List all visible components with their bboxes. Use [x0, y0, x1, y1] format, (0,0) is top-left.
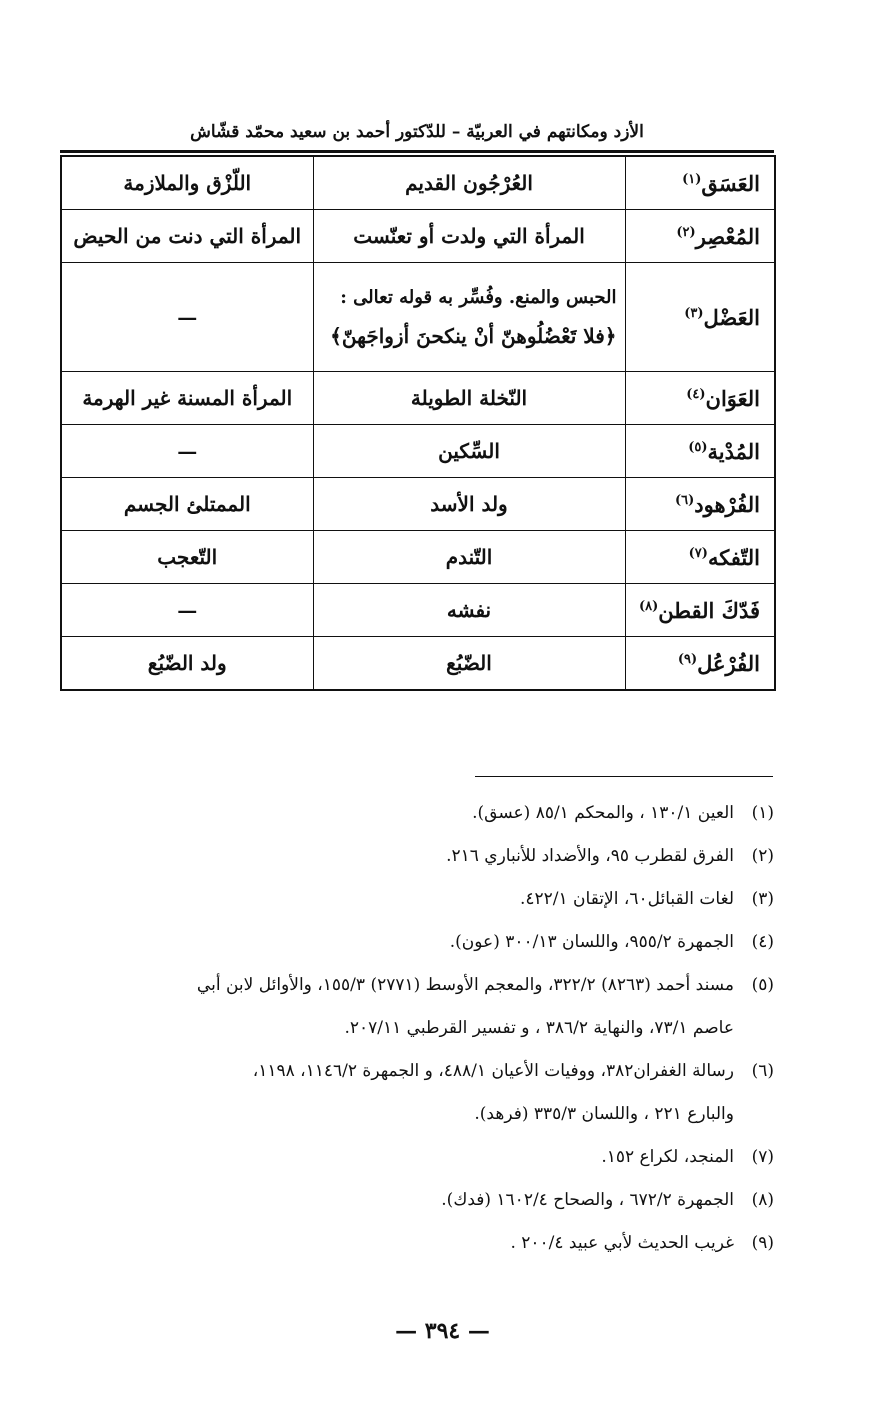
meaning-cell-alt: —	[61, 584, 313, 637]
term-cell	[625, 584, 775, 637]
term-cell	[625, 156, 775, 210]
meaning-cell-alt: المرأة التي دنت من الحيض	[61, 210, 313, 263]
footnote-ref: (٣)	[684, 305, 704, 321]
meaning-cell: العُرْجُون القديم	[313, 156, 625, 210]
term-text: المُعْصِر	[695, 223, 760, 249]
footnote-ref: (٧)	[688, 545, 708, 561]
meaning-cell: الضّبُع	[313, 637, 625, 691]
footnote	[60, 878, 774, 921]
meaning-cell: نفشه	[313, 584, 625, 637]
footnote-ref: (٨)	[638, 598, 659, 614]
meaning-cell-alt: —	[61, 263, 313, 372]
footnote-number: (١)	[751, 803, 774, 823]
table-row	[61, 637, 775, 691]
footnote	[60, 1222, 774, 1265]
meaning-cell: ولد الأسد	[313, 478, 625, 531]
table-row	[61, 156, 775, 210]
meaning-cell	[313, 263, 625, 372]
running-header: الأزد ومكانتهم في العربيّة – للدّكتور أحمد بن سعيد محمّد قشّاش	[60, 118, 774, 153]
term-cell	[625, 478, 775, 531]
table-row	[61, 425, 775, 478]
meaning-cell-alt: ولد الضّبُع	[61, 637, 313, 691]
footnote-number: (٥)	[751, 975, 774, 995]
meaning-cell-alt: المرأة المسنة غير الهرمة	[61, 372, 313, 425]
table-row	[61, 372, 775, 425]
footnote-ref: (١)	[682, 171, 702, 187]
table-row	[61, 584, 775, 637]
footnote-number: (٣)	[751, 889, 774, 909]
meaning-cell: النّخلة الطويلة	[313, 372, 625, 425]
footnote	[60, 921, 774, 964]
meaning-cell-alt: التّعجب	[61, 531, 313, 584]
footnote	[60, 835, 774, 878]
footnote-text: رسالة الغفران٣٨٢، ووفيات الأعيان ٤٨٨/١، و الجمهرة ١١٤٦/٢، ١١٩٨،	[252, 1061, 734, 1081]
footnote-ref: (٩)	[677, 651, 698, 667]
footnote-number: (٧)	[751, 1147, 774, 1167]
footnote	[60, 1136, 774, 1179]
footnote	[60, 1050, 774, 1136]
term-text: المُدْية	[707, 438, 760, 464]
footnote-continuation: والبارع ٢٢١ ، واللسان ٣٣٥/٣ (فرهد).	[474, 1104, 734, 1124]
footnote-text: المنجد، لكراع ١٥٢.	[601, 1147, 734, 1167]
footnote-text: لغات القبائل٦٠، الإتقان ٤٢٢/١.	[519, 889, 734, 909]
meaning-cell: المرأة التي ولدت أو تعنّست	[313, 210, 625, 263]
table-row	[61, 478, 775, 531]
term-text: العَسَق	[701, 170, 760, 196]
footnote-number: (٤)	[751, 932, 774, 952]
footnote	[60, 792, 774, 835]
footnote-ref: (٢)	[676, 224, 696, 240]
footnote-ref: (٤)	[686, 386, 706, 402]
footnote-text: غريب الحديث لأبي عبيد ٢٠٠/٤ .	[510, 1233, 734, 1253]
table-row	[61, 263, 775, 372]
term-text: العَوَان	[705, 385, 760, 411]
table-row	[61, 210, 775, 263]
term-cell	[625, 372, 775, 425]
term-text: الفُرْعُل	[697, 650, 760, 676]
term-text: فَدّكَ القطن	[658, 597, 760, 623]
footnote-text: الجمهرة ٩٥٥/٢، واللسان ٣٠٠/١٣ (عون).	[449, 932, 734, 952]
term-cell	[625, 425, 775, 478]
term-cell	[625, 210, 775, 263]
footnote-text: الجمهرة ٦٧٢/٢ ، والصحاح ١٦٠٢/٤ (فدك).	[441, 1190, 734, 1210]
term-cell	[625, 531, 775, 584]
quran-verse: ﴿فلا تَعْضُلُوهنّ أنْ ينكحنَ أزواجَهنّ﴾	[330, 324, 617, 348]
term-cell	[625, 263, 775, 372]
footnote-continuation: عاصم ٧٣/١، والنهاية ٣٨٦/٢ ، و تفسير القرطبي ٢٠٧/١١.	[344, 1018, 734, 1038]
footnote-text: الفرق لقطرب ٩٥، والأضداد للأنباري ٢١٦.	[446, 846, 734, 866]
meaning-cell-alt: الممتلئ الجسم	[61, 478, 313, 531]
footnote	[60, 1179, 774, 1222]
footnote-number: (٦)	[751, 1061, 774, 1081]
footnote-text: العين ١٣٠/١ ، والمحكم ٨٥/١ (عسق).	[472, 803, 734, 823]
term-text: العَضْل	[703, 304, 760, 330]
footnote	[60, 964, 774, 1050]
footnote-number: (٢)	[751, 846, 774, 866]
footnote-ref: (٥)	[688, 439, 708, 455]
meaning-cell: السِّكين	[313, 425, 625, 478]
meaning-cell-alt: —	[61, 425, 313, 478]
term-text: الفُرْهود	[694, 491, 760, 517]
meaning-text: الحبس والمنع. وفُسِّر به قوله تعالى :	[340, 287, 617, 308]
page-number: — ٣٩٤ —	[395, 1318, 490, 1344]
term-cell	[625, 637, 775, 691]
table-row	[61, 531, 775, 584]
footnote-separator	[475, 776, 773, 777]
footnotes	[60, 792, 774, 1265]
footnote-number: (٩)	[751, 1233, 774, 1253]
meaning-cell: التّندم	[313, 531, 625, 584]
footnote-text: مسند أحمد (٨٢٦٣) ٣٢٢/٢، والمعجم الأوسط (٢٧٧١) ١٥٥/٣، والأوائل لابن أبي	[196, 975, 734, 995]
word-meanings-table	[60, 155, 776, 691]
meaning-cell-alt: اللّزْق والملازمة	[61, 156, 313, 210]
footnote-ref: (٦)	[674, 492, 695, 508]
footnote-number: (٨)	[751, 1190, 774, 1210]
term-text: التّفكه	[707, 544, 760, 570]
